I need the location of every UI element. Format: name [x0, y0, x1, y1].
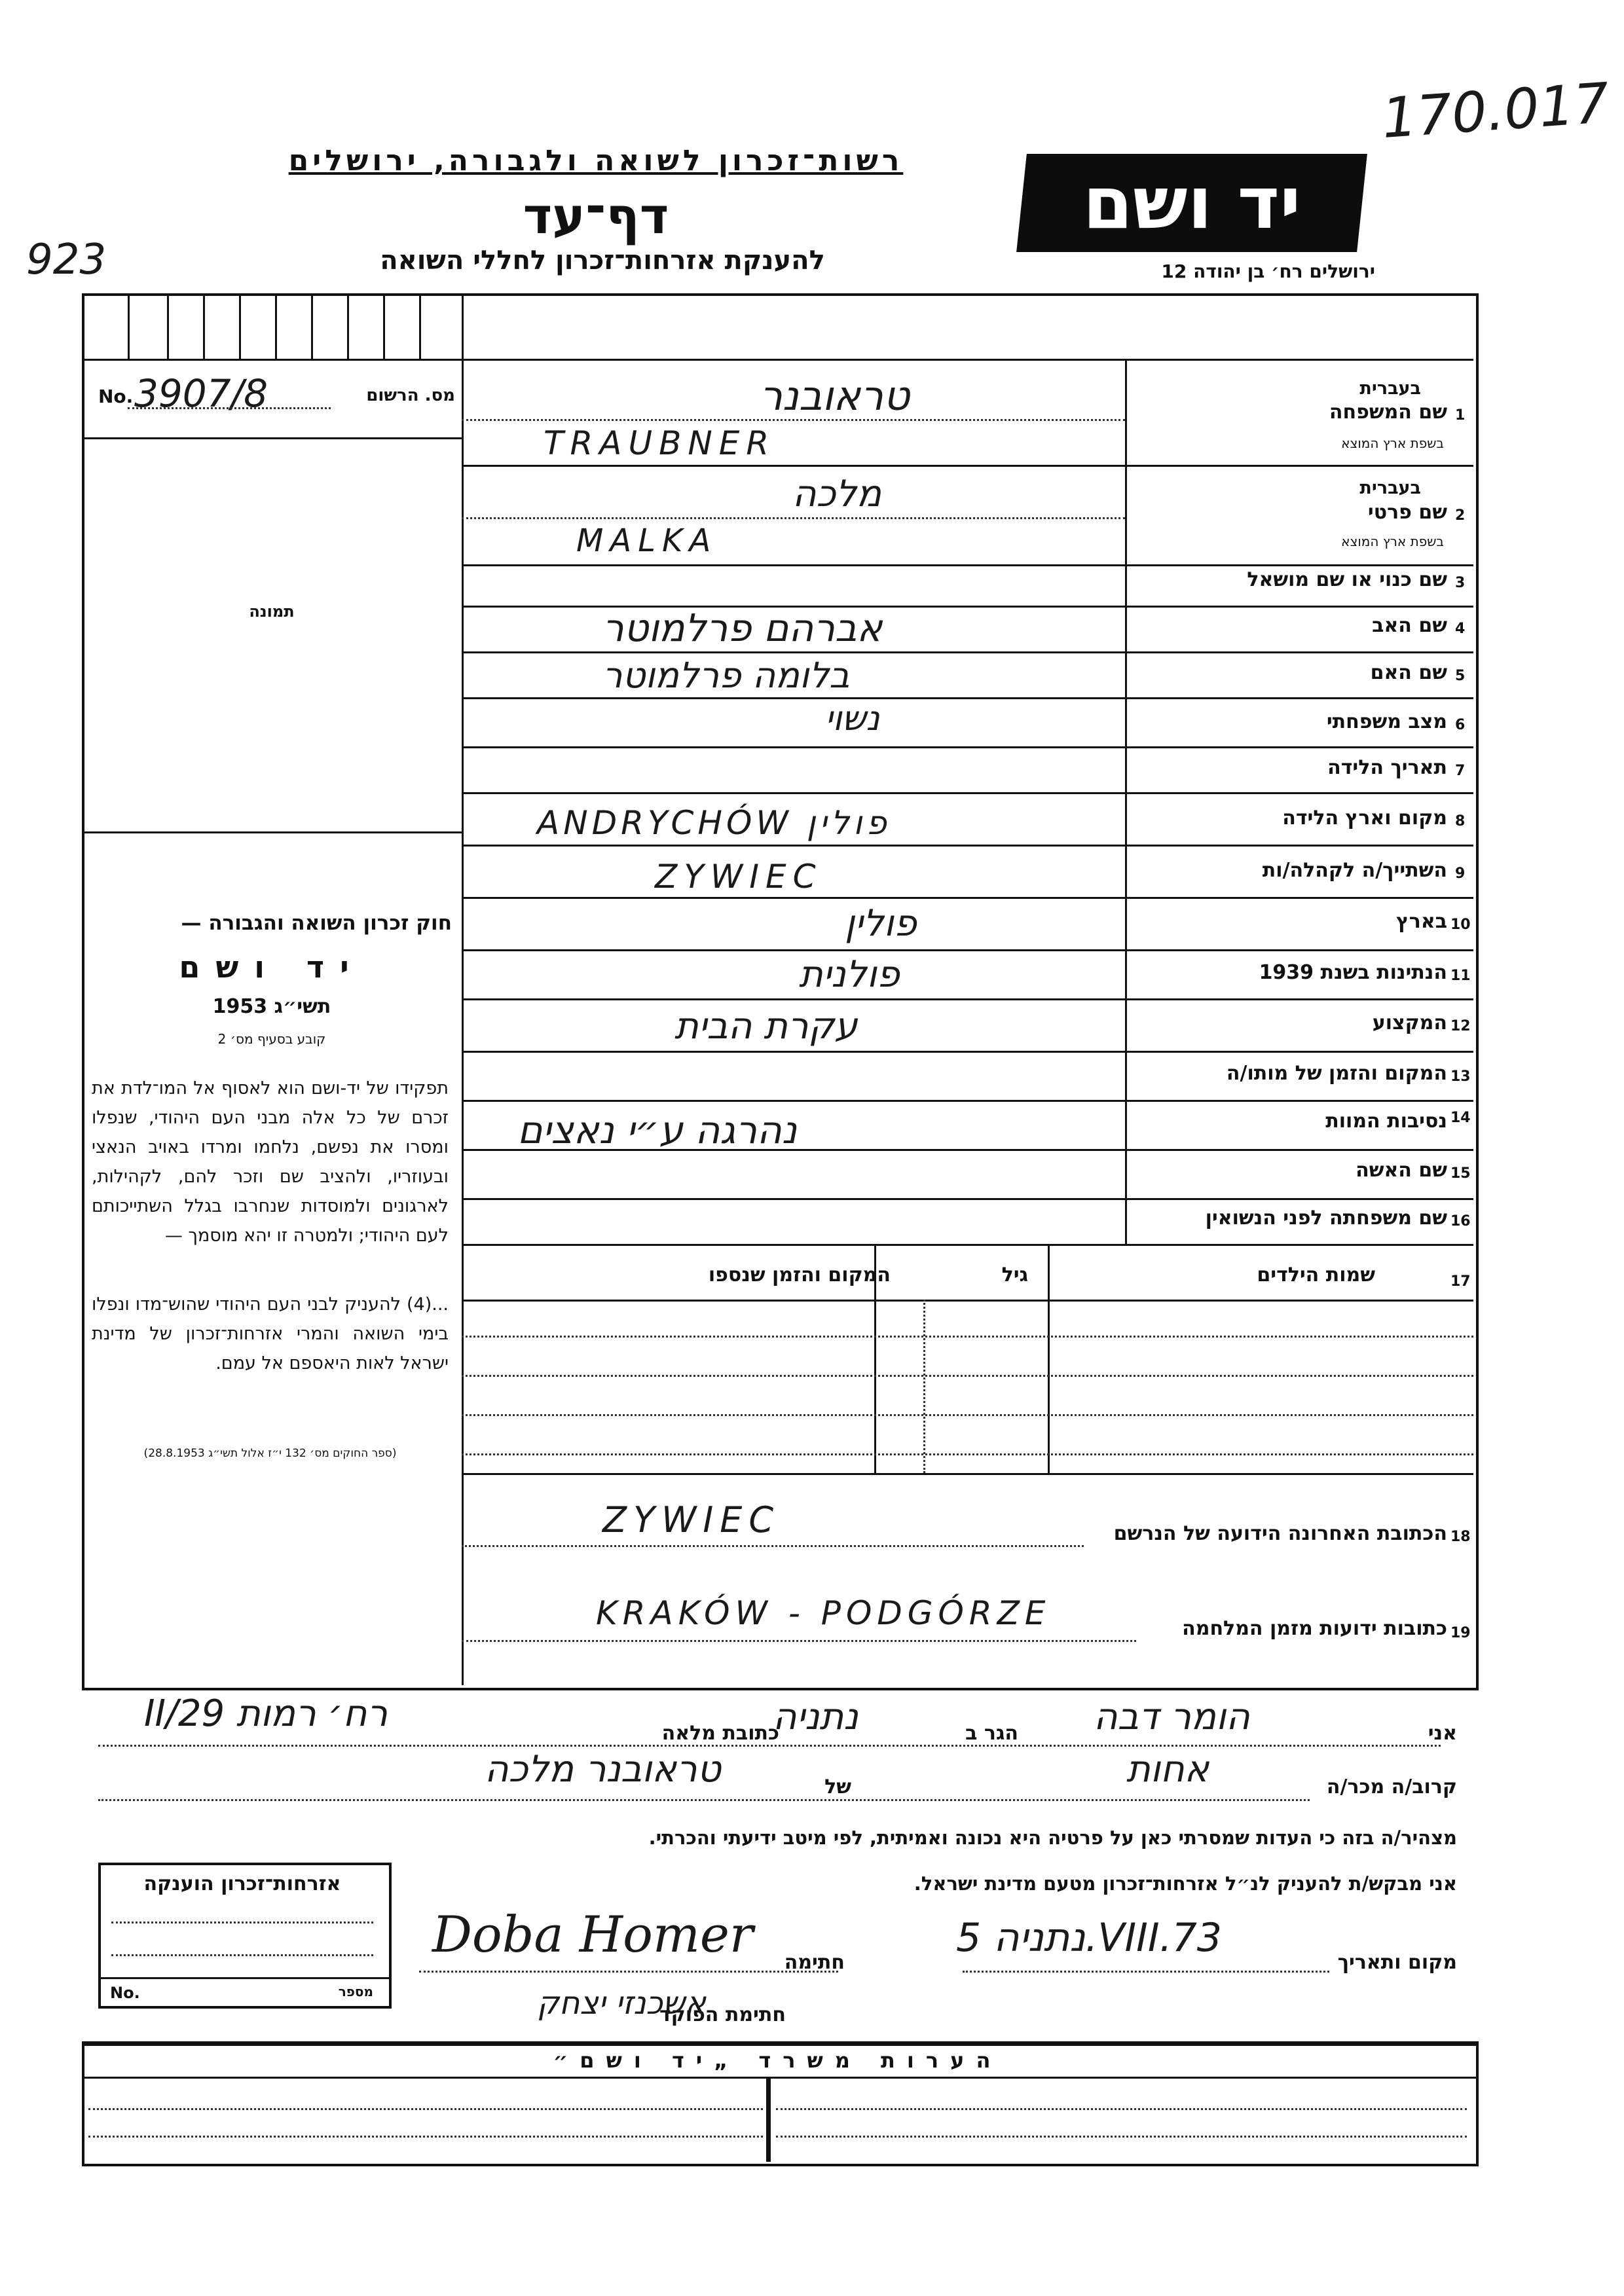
family-name-hebrew[interactable]: טראובנר [760, 372, 910, 420]
field-13-label: המקום והזמן של מותו/ה [1226, 1062, 1447, 1085]
archive-number: 170.017 [1380, 71, 1612, 151]
field-3-label: שם כנוי או שם מושאל [1247, 568, 1447, 591]
declarant-name[interactable]: הומר דבה [1094, 1696, 1250, 1738]
declarant-street[interactable]: רח׳ רמות 29/II [144, 1692, 388, 1735]
declaration-text: מצהיר/ה בזה כי העדות שמסרתי כאן על פרטיה היא נכונה ואמיתית, לפי מיטב ידיעתי והכרתי. [648, 1827, 1457, 1849]
field-16-label: שם משפחתה לפני הנשואין [1205, 1207, 1447, 1230]
law-text-2: ...(4) להעניק לבני העם היהודי שהוש־מדו ונפלו בימי השואה והמרי אזרחות־זכרון של מדינת ישראל לאות היאספם אל עמם. [92, 1294, 449, 1374]
field-15-number: 15 [1450, 1165, 1471, 1182]
field-5-number: 5 [1455, 668, 1466, 684]
field-2-sub-hebrew: בעברית [1359, 478, 1421, 498]
signature-label: חתימה [784, 1951, 845, 1974]
request-text: אני מבקש/ת להעניק לנ״ל אזרחות־זכרון מטעם מדינת ישראל. [913, 1872, 1457, 1895]
law-clause: קובע בסעיף מס׳ 2 [217, 1031, 326, 1047]
death-circumstances[interactable]: נהרגה ע״י נאצים [517, 1108, 798, 1152]
field-13-number: 13 [1450, 1068, 1471, 1085]
corner-number: 923 [26, 236, 107, 284]
marital-status[interactable]: נשוי [825, 699, 880, 738]
law-text-1: תפקידו של יד-ושם הוא לאסוף אל המו־לדת את זכרם של כל אלה מבני העם היהודי, שנפלו ומסרו את נפשם, נלחמו ומרדו באויב הנאצי ובעוזריו, ולהציב שם וזכר להם, לקהילות, לארגונים ולמוסדות שנחרבו בגלל השתייכותם לעם היהודי; ולמטרה זו יהא מוסמך — [92, 1078, 449, 1246]
field-4-number: 4 [1455, 621, 1466, 637]
first-name-origin[interactable]: MALKA [576, 522, 718, 559]
citizenship-box-number-label: מספר [338, 1984, 373, 1999]
last-known-address[interactable]: ZYWIEC [602, 1499, 781, 1540]
children-col-names: שמות הילדים [1257, 1264, 1375, 1286]
field-19-label: כתובות ידועות מזמן המלחמה [1182, 1617, 1447, 1640]
office-notes-title: הערות משרד „יד ושם״ [553, 2048, 1003, 2073]
field-7-number: 7 [1455, 763, 1466, 779]
yad-vashem-address: ירושלים רח׳ בן יהודה 12 [1161, 261, 1375, 282]
law-name: יד ושם [179, 949, 365, 985]
field-14-label: נסיבות המוות [1325, 1110, 1447, 1133]
law-year: תשי״ג 1953 [212, 995, 331, 1018]
form-frame [82, 293, 1479, 1690]
declarant-signature[interactable]: Doba Homer [432, 1905, 754, 1963]
field-6-label: מצב משפחתי [1326, 710, 1447, 733]
field-9-number: 9 [1455, 866, 1466, 882]
field-9-label: השתייך/ה לקהלה/ות [1262, 859, 1447, 882]
first-name-hebrew[interactable]: מלכה [792, 473, 882, 515]
form-subtitle: להענקת אזרחות־זכרון לחללי השואה [380, 246, 825, 276]
country[interactable]: פולין [845, 902, 917, 945]
field-10-number: 10 [1450, 917, 1471, 933]
citizenship-box-no: No. [110, 1984, 140, 2002]
field-11-number: 11 [1450, 968, 1471, 984]
occupation[interactable]: עקרת הבית [674, 1005, 858, 1048]
declarant-of-label: של [824, 1776, 851, 1798]
form-title: דף־עד [523, 187, 669, 245]
declarant-relation-label: קרוב/ה מכר/ה [1326, 1776, 1457, 1798]
field-18-number: 18 [1450, 1529, 1471, 1545]
community[interactable]: ZYWIEC [655, 858, 822, 896]
registration-prefix: No. [98, 386, 134, 407]
declarant-ani: אני [1428, 1722, 1457, 1745]
children-col-place: המקום והזמן שנספו [708, 1264, 891, 1286]
field-19-number: 19 [1450, 1625, 1471, 1641]
field-16-number: 16 [1450, 1213, 1471, 1230]
declarant-relation[interactable]: אחות [1126, 1748, 1209, 1791]
field-14-number: 14 [1450, 1110, 1471, 1126]
field-2-label: שם פרטי [1367, 501, 1447, 524]
officer-signature[interactable]: אשכנזי יצחק [537, 1985, 706, 2022]
law-citation: (ספר החוקים מס׳ 132 י״ז אלול תשי״ג 28.8.1953) [143, 1447, 397, 1460]
field-18-label: הכתובת האחרונה הידועה של הנרשם [1113, 1522, 1447, 1545]
field-1-label: שם המשפחה [1329, 401, 1447, 424]
field-8-label: מקום וארץ הלידה [1282, 807, 1447, 829]
field-17-number: 17 [1450, 1273, 1471, 1290]
registration-label: מס. הרשום [366, 386, 455, 405]
field-2-sub-origin: בשפת ארץ המוצא [1341, 534, 1444, 549]
field-11-label: הנתינות בשנת 1939 [1259, 961, 1447, 984]
field-6-number: 6 [1455, 717, 1466, 733]
field-12-label: המקצוע [1372, 1011, 1447, 1034]
declarant-resides-label: הגר ב [965, 1722, 1018, 1745]
registration-number-field[interactable] [88, 371, 455, 416]
children-col-age: גיל [1001, 1264, 1028, 1286]
field-3-number: 3 [1455, 575, 1466, 591]
mother-name[interactable]: בלומה פרלמוטר [602, 655, 850, 696]
registration-value: 3907/8 [134, 371, 268, 416]
photo-label: תמונה [249, 602, 295, 621]
field-12-number: 12 [1450, 1018, 1471, 1034]
field-8-number: 8 [1455, 813, 1466, 829]
citizenship-1939[interactable]: פולנית [799, 953, 900, 996]
place-date[interactable]: נתניה 5.VIII.73 [956, 1915, 1222, 1961]
field-10-label: בארץ [1395, 910, 1447, 933]
field-5-label: שם האם [1370, 661, 1447, 684]
law-title: חוק זכרון השואה והגבורה — [181, 911, 452, 935]
declarant-address-label: כתובת מלאה [661, 1722, 779, 1745]
field-1-number: 1 [1455, 407, 1466, 424]
field-1-sub-origin: בשפת ארץ המוצא [1341, 435, 1444, 451]
officer-signature-label: חתימת הפוקד [659, 2003, 786, 2026]
family-name-origin[interactable]: TRAUBNER [544, 424, 776, 462]
field-1-sub-hebrew: בעברית [1359, 378, 1421, 399]
birth-place[interactable]: ANDRYCHÓW פולין [537, 804, 891, 842]
place-date-label: מקום ותאריך [1337, 1951, 1457, 1974]
authority-name: רשות־זכרון לשואה ולגבורה, ירושלים [288, 144, 904, 177]
declarant-city[interactable]: נתניה [773, 1696, 858, 1738]
logo-text: יד ושם [1082, 161, 1301, 245]
field-4-label: שם האב [1372, 614, 1447, 637]
field-15-label: שם האשה [1356, 1159, 1447, 1182]
wartime-address[interactable]: KRAKÓW - PODGÓRZE [596, 1594, 1051, 1632]
declarant-of-name[interactable]: טראובנר מלכה [485, 1748, 721, 1791]
field-2-number: 2 [1455, 507, 1466, 524]
citizenship-box-title: אזרחות־זכרון הוענקה [143, 1872, 341, 1895]
father-name[interactable]: אברהם פרלמוטר [602, 606, 883, 650]
field-7-label: תאריך הלידה [1327, 756, 1447, 779]
